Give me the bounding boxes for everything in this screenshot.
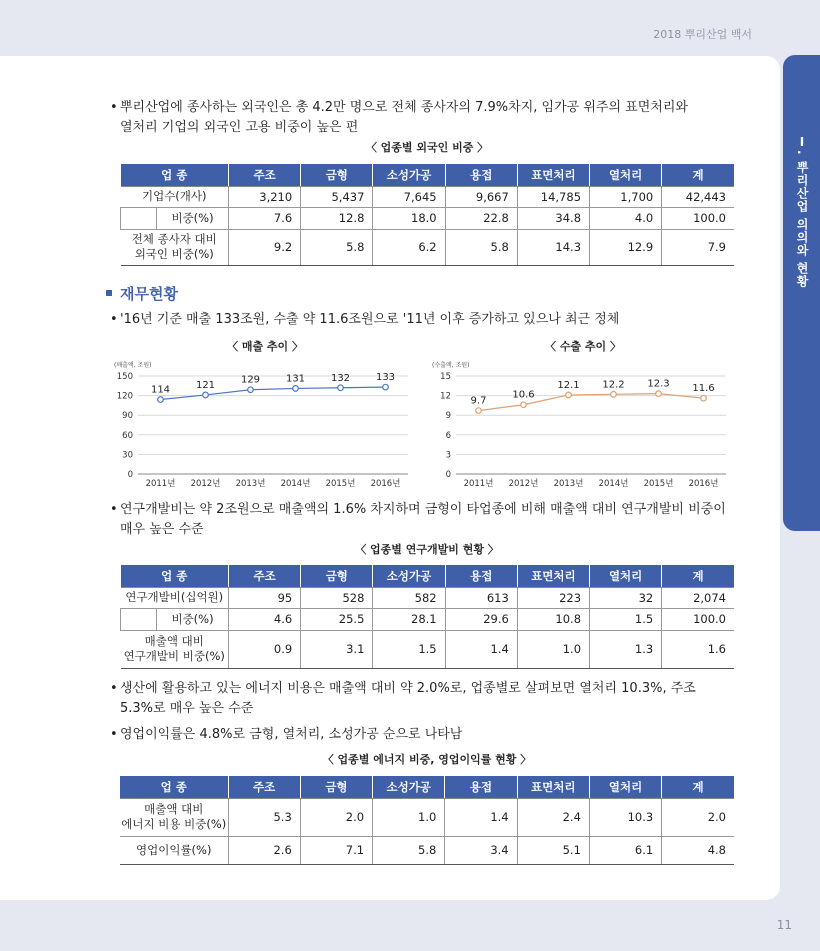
export-chart-svg bbox=[428, 337, 738, 492]
data-point bbox=[338, 385, 344, 391]
table-cell: 34.8 bbox=[517, 207, 589, 229]
table-caption-energy: 〈 업종별 에너지 비중, 영업이익률 현황 〉 bbox=[322, 753, 532, 766]
table-cell: 5.1 bbox=[517, 836, 589, 864]
y-tick-label: 15 bbox=[440, 372, 451, 382]
section-title-text: 재무현황 bbox=[120, 285, 178, 303]
table-row bbox=[121, 608, 735, 630]
table-cell: 42,443 bbox=[662, 186, 734, 207]
table-cell: 95 bbox=[229, 587, 301, 608]
column-header: 소성가공 bbox=[373, 776, 445, 798]
row-label-line2: 에너지 비용 비중(%) bbox=[121, 817, 227, 831]
table-cell: 7.6 bbox=[229, 207, 301, 229]
table-cell: 5.8 bbox=[445, 229, 517, 265]
table-cell: 2.6 bbox=[228, 836, 300, 864]
column-header: 표면처리 bbox=[517, 164, 589, 186]
column-header: 열처리 bbox=[590, 565, 662, 587]
data-label: 12.2 bbox=[602, 379, 625, 391]
data-label: 11.6 bbox=[692, 383, 715, 395]
table-cell: 4.6 bbox=[229, 608, 301, 630]
data-point bbox=[701, 395, 707, 401]
y-tick-label: 3 bbox=[445, 450, 451, 461]
data-point bbox=[293, 386, 299, 392]
table-row bbox=[121, 186, 735, 207]
bullet-text: '16년 기준 매출 133조원, 수출 약 11.6조원으로 '11년 이후 증가하고 있으나 최근 정체 bbox=[120, 312, 620, 327]
table-cell: 1.3 bbox=[590, 630, 662, 668]
data-point bbox=[656, 391, 662, 397]
sales-chart bbox=[110, 337, 420, 496]
bullet-sales-export bbox=[110, 310, 750, 330]
row-label: 영업이익률(%) bbox=[120, 836, 228, 864]
bullet-text: 영업이익률은 4.8%로 금형, 열처리, 소성가공 순으로 나타남 bbox=[120, 727, 463, 742]
row-label-cell bbox=[121, 608, 229, 630]
data-label: 12.1 bbox=[557, 379, 580, 391]
table-cell: 6.2 bbox=[373, 229, 445, 265]
table-cell: 3.4 bbox=[445, 836, 517, 864]
table-cell: 7.1 bbox=[300, 836, 372, 864]
data-point bbox=[611, 391, 617, 397]
x-tick-label: 2012년 bbox=[190, 479, 221, 489]
x-tick-label: 2015년 bbox=[643, 479, 674, 489]
bullet-dot: • bbox=[110, 502, 118, 517]
table-cell: 14,785 bbox=[517, 186, 589, 207]
table-cell: 12.9 bbox=[590, 229, 662, 265]
table-row bbox=[120, 798, 734, 836]
x-tick-label: 2013년 bbox=[553, 479, 584, 489]
column-header: 용접 bbox=[445, 164, 517, 186]
bullet-energy bbox=[110, 679, 750, 719]
x-tick-label: 2014년 bbox=[598, 479, 629, 489]
row-label-line2: 연구개발비 비중(%) bbox=[123, 649, 225, 663]
table-row bbox=[121, 630, 735, 668]
data-label: 121 bbox=[195, 379, 216, 391]
row-label-cell bbox=[121, 207, 229, 229]
data-point bbox=[521, 402, 527, 408]
table-cell: 10.8 bbox=[517, 608, 589, 630]
column-header: 열처리 bbox=[590, 164, 662, 186]
data-label: 114 bbox=[150, 384, 171, 396]
data-label: 131 bbox=[285, 373, 306, 385]
data-point bbox=[566, 392, 572, 398]
table-cell: 3.1 bbox=[301, 630, 373, 668]
chart-title: 〈 매출 추이 〉 bbox=[227, 340, 303, 353]
section-marker-icon bbox=[106, 290, 112, 296]
export-chart bbox=[428, 337, 738, 496]
table-cell: 5.8 bbox=[301, 229, 373, 265]
x-tick-label: 2014년 bbox=[280, 479, 311, 489]
x-tick-label: 2016년 bbox=[370, 479, 401, 489]
column-header: 금형 bbox=[300, 776, 372, 798]
table-cell: 528 bbox=[301, 587, 373, 608]
column-header: 용접 bbox=[445, 565, 517, 587]
data-point bbox=[476, 408, 482, 414]
y-tick-label: 6 bbox=[445, 430, 451, 441]
chapter-side-tab-label: Ⅰ. 뿌리산업 의의와 현황 bbox=[795, 135, 809, 289]
data-label: 133 bbox=[375, 372, 396, 384]
table-row bbox=[121, 207, 735, 229]
y-tick-label: 0 bbox=[445, 470, 451, 480]
bullet-profit bbox=[110, 725, 750, 745]
table-cell: 9,667 bbox=[445, 186, 517, 207]
table-cell: 1,700 bbox=[590, 186, 662, 207]
table-cell: 2,074 bbox=[662, 587, 734, 608]
row-label: 기업수(개사) bbox=[121, 186, 229, 207]
table-header-row bbox=[121, 164, 735, 186]
x-tick-label: 2012년 bbox=[508, 479, 539, 489]
column-header: 열처리 bbox=[589, 776, 661, 798]
chart-unit-label: (매출액, 조원) bbox=[114, 362, 152, 369]
chart-unit-label: (수출액, 조원) bbox=[432, 362, 470, 369]
column-header: 금형 bbox=[301, 164, 373, 186]
table-cell: 223 bbox=[517, 587, 589, 608]
column-header: 소성가공 bbox=[373, 164, 445, 186]
column-header: 금형 bbox=[301, 565, 373, 587]
row-label-line1: 매출액 대비 bbox=[144, 802, 204, 816]
table-cell: 1.0 bbox=[517, 630, 589, 668]
section-title bbox=[106, 283, 178, 304]
table-cell: 1.6 bbox=[662, 630, 734, 668]
table-cell: 1.0 bbox=[373, 798, 445, 836]
table-cell: 1.4 bbox=[445, 798, 517, 836]
table-cell: 2.0 bbox=[662, 798, 734, 836]
column-header: 소성가공 bbox=[373, 565, 445, 587]
bullet-dot: • bbox=[110, 727, 118, 742]
column-header: 주조 bbox=[229, 565, 301, 587]
bullet-text: 5.3%로 매우 높은 수준 bbox=[120, 701, 254, 716]
table-cell: 22.8 bbox=[445, 207, 517, 229]
chart-title: 〈 수출 추이 〉 bbox=[545, 340, 621, 353]
bullet-rnd bbox=[110, 500, 750, 540]
chapter-side-tab bbox=[783, 55, 820, 531]
y-tick-label: 90 bbox=[122, 411, 133, 422]
data-point bbox=[203, 392, 209, 398]
bullet-text: 열처리 기업의 외국인 고용 비중이 높은 편 bbox=[120, 120, 359, 135]
bullet-text: 생산에 활용하고 있는 에너지 비용은 매출액 대비 약 2.0%로, 업종별로 살펴보면 열처리 10.3%, 주조 bbox=[120, 681, 696, 696]
row-label-cell bbox=[121, 229, 229, 265]
data-point bbox=[158, 397, 164, 403]
table-cell: 32 bbox=[590, 587, 662, 608]
table-cell: 3,210 bbox=[229, 186, 301, 207]
column-header: 표면처리 bbox=[517, 776, 589, 798]
sales-chart-svg bbox=[110, 337, 420, 492]
bullet-dot: • bbox=[110, 681, 118, 696]
column-header: 계 bbox=[662, 164, 734, 186]
bullet-text: 뿌리산업에 종사하는 외국인은 총 4.2만 명으로 전체 종사자의 7.9%차지, 임가공 위주의 표면처리와 bbox=[120, 100, 688, 115]
table-cell: 1.5 bbox=[373, 630, 445, 668]
rnd-table bbox=[120, 565, 734, 669]
row-label-cell bbox=[121, 630, 229, 668]
row-label-cell bbox=[120, 798, 228, 836]
row-label: 연구개발비(십억원) bbox=[121, 587, 229, 608]
table-cell: 18.0 bbox=[373, 207, 445, 229]
table-cell: 7.9 bbox=[662, 229, 734, 265]
row-label: 비중(%) bbox=[171, 210, 214, 225]
x-tick-label: 2015년 bbox=[325, 479, 356, 489]
table-cell: 613 bbox=[445, 587, 517, 608]
table-cell: 5,437 bbox=[301, 186, 373, 207]
y-tick-label: 9 bbox=[445, 411, 451, 422]
column-header: 계 bbox=[662, 776, 734, 798]
table-caption-foreign: 〈 업종별 외국인 비중 〉 bbox=[365, 141, 489, 154]
header-title: 2018 뿌리산업 백서 bbox=[653, 28, 752, 41]
table-cell: 6.1 bbox=[589, 836, 661, 864]
table-cell: 1.4 bbox=[445, 630, 517, 668]
table-cell: 2.0 bbox=[300, 798, 372, 836]
y-tick-label: 150 bbox=[116, 372, 133, 382]
table-cell: 10.3 bbox=[589, 798, 661, 836]
row-label-line1: 매출액 대비 bbox=[144, 634, 204, 648]
table-cell: 100.0 bbox=[662, 608, 734, 630]
column-header-category: 업 종 bbox=[121, 565, 229, 587]
column-header-category: 업 종 bbox=[120, 776, 228, 798]
y-tick-label: 0 bbox=[127, 470, 133, 480]
data-label: 132 bbox=[330, 372, 351, 384]
y-tick-label: 60 bbox=[122, 430, 133, 441]
column-header: 주조 bbox=[229, 164, 301, 186]
x-tick-label: 2016년 bbox=[688, 479, 719, 489]
table-cell: 582 bbox=[373, 587, 445, 608]
column-header-category: 업 종 bbox=[121, 164, 229, 186]
foreign-worker-table bbox=[120, 164, 734, 266]
y-tick-label: 120 bbox=[116, 391, 133, 402]
data-label: 12.3 bbox=[647, 378, 670, 390]
table-cell: 9.2 bbox=[229, 229, 301, 265]
table-cell: 5.8 bbox=[373, 836, 445, 864]
data-point bbox=[248, 387, 254, 393]
y-tick-label: 30 bbox=[122, 450, 133, 461]
table-cell: 5.3 bbox=[228, 798, 300, 836]
bullet-text: 연구개발비는 약 2조원으로 매출액의 1.6% 차지하며 금형이 타업종에 비해 매출액 대비 연구개발비 비중이 bbox=[120, 502, 726, 517]
x-tick-label: 2011년 bbox=[463, 479, 494, 489]
table-caption-rnd: 〈 업종별 연구개발비 현황 〉 bbox=[355, 543, 499, 556]
table-row bbox=[121, 229, 735, 265]
series-line bbox=[161, 387, 386, 399]
x-tick-label: 2011년 bbox=[145, 479, 176, 489]
row-label: 비중(%) bbox=[171, 611, 214, 626]
data-label: 10.6 bbox=[512, 389, 535, 401]
y-tick-label: 12 bbox=[440, 391, 451, 402]
table-cell: 0.9 bbox=[229, 630, 301, 668]
data-point bbox=[383, 384, 389, 390]
table-cell: 29.6 bbox=[445, 608, 517, 630]
bullet-dot: • bbox=[110, 312, 118, 327]
table-cell: 28.1 bbox=[373, 608, 445, 630]
table-cell: 4.0 bbox=[590, 207, 662, 229]
data-label: 129 bbox=[240, 374, 261, 386]
table-cell: 100.0 bbox=[662, 207, 734, 229]
page-number: 11 bbox=[776, 918, 792, 932]
table-cell: 4.8 bbox=[662, 836, 734, 864]
table-cell: 14.3 bbox=[517, 229, 589, 265]
table-header-row bbox=[121, 565, 735, 587]
row-label-line2: 외국인 비중(%) bbox=[134, 247, 214, 261]
bullet-text: 매우 높은 수준 bbox=[120, 522, 204, 537]
table-row bbox=[121, 587, 735, 608]
bullet-foreign-workers bbox=[110, 98, 750, 138]
table-cell: 12.8 bbox=[301, 207, 373, 229]
column-header: 표면처리 bbox=[517, 565, 589, 587]
column-header: 용접 bbox=[445, 776, 517, 798]
bullet-dot: • bbox=[110, 100, 118, 115]
table-cell: 7,645 bbox=[373, 186, 445, 207]
data-label: 9.7 bbox=[470, 395, 487, 407]
row-label-line1: 전체 종사자 대비 bbox=[131, 232, 217, 246]
table-cell: 1.5 bbox=[590, 608, 662, 630]
energy-profit-table bbox=[120, 776, 734, 865]
table-cell: 2.4 bbox=[517, 798, 589, 836]
column-header: 주조 bbox=[228, 776, 300, 798]
table-cell: 25.5 bbox=[301, 608, 373, 630]
x-tick-label: 2013년 bbox=[235, 479, 266, 489]
table-row bbox=[120, 836, 734, 864]
table-header-row bbox=[120, 776, 734, 798]
column-header: 계 bbox=[662, 565, 734, 587]
